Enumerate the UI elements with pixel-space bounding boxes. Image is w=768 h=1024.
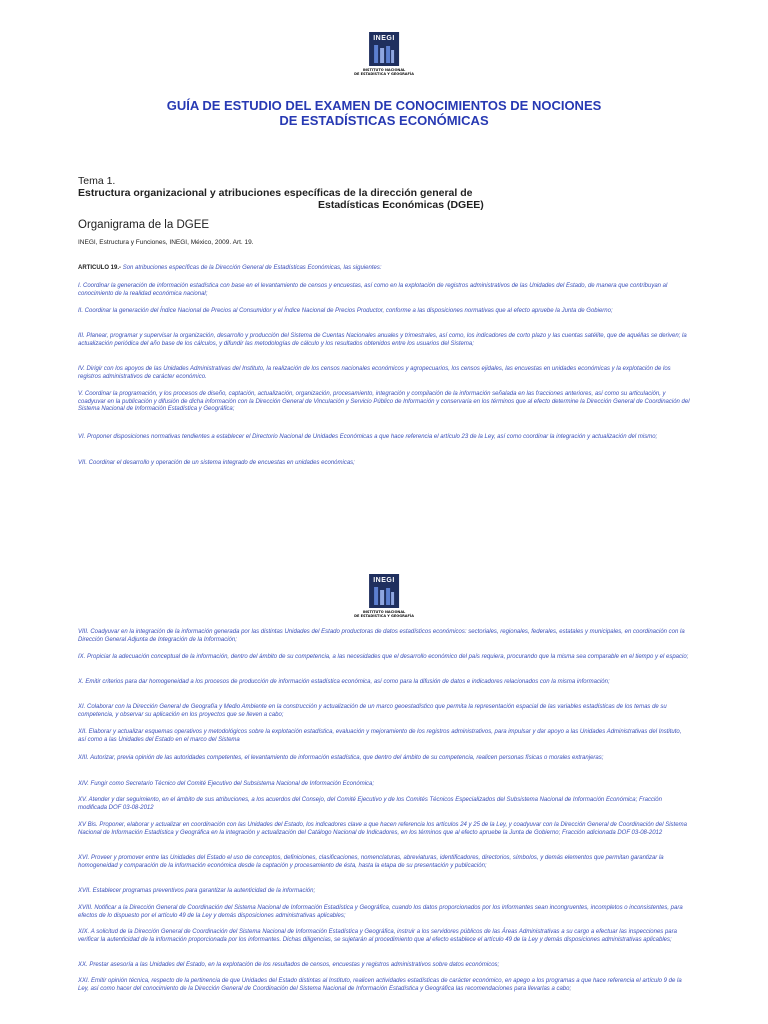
article-intro — [78, 265, 382, 271]
list-item: II. Coordinar la generación del Índice Nacional de Precios al Consumidor y el Índice Nacional de Precios Productor, conforme a las disposiciones normativas que al efecto apruebe la Junta de Gobierno; — [78, 308, 613, 314]
logo-emblem-icon — [373, 44, 395, 64]
list-item: III. Planear, programar y supervisar la organización, desarrollo y producción del Sistema de Cuentas Nacionales anuales y trimestrales, así como, los indicadores de corto plazo y las cuentas satélite, que de aquéllas se deriven; la actualización periódica del año base de los cálculos, y difundir las metodologías de cálculo y los resultados obtenidos entre los usuarios del Sistema; — [78, 333, 687, 347]
list-item: VIII. Coadyuvar en la integración de la información generada por las distintas Unidades del Estado productoras de datos estadísticos económicos: sectoriales, regionales, federales, estatales y municipales, en coordinación con la Dirección General Adjunta de Integración de la Información; — [78, 629, 685, 643]
reference-citation: INEGI, Estructura y Funciones, INEGI, México, 2009. Art. 19. — [78, 239, 254, 246]
list-item: X. Emitir criterios para dar homogeneidad a los procesos de producción de información estadística económica, así como para la difusión de datos e indicadores relacionados con la misma información; — [78, 679, 610, 685]
list-item: XV. Atender y dar seguimiento, en el ámbito de sus atribuciones, a los acuerdos del Consejo, del Comité Ejecutivo y de los Comités Técnicos Especializados del Subsistema Nacional de Información Económica; Fracción modificada DOF 03-08-2012 — [78, 797, 662, 811]
logo-name: INEGI — [373, 35, 395, 42]
tema-title-line-2: Estadísticas Económicas (DGEE) — [318, 199, 484, 211]
tema-label: Tema 1. — [78, 175, 116, 187]
list-item: XVIII. Notificar a la Dirección General de Coordinación del Sistema Nacional de Información Estadística y Geográfica, cuando los datos proporcionados por los informantes sean incongruentes, incompletos o inconsistentes, para efectos de lo dispuesto por el artículo 49 de la Ley y demás disposiciones administrativas aplicables; — [78, 905, 683, 919]
page-title — [0, 98, 768, 128]
list-item: IX. Propiciar la adecuación conceptual de la información, dentro del ámbito de su competencia, a las necesidades que el desarrollo económico del país requiera, procurando que la misma sea comparable en el tiempo y el espacio; — [78, 654, 689, 660]
logo-caption-1: INSTITUTO NACIONAL — [362, 610, 406, 614]
article-label: ARTICULO 19.- — [78, 265, 122, 271]
logo-emblem-icon — [373, 586, 395, 606]
list-item: XX. Prestar asesoría a las Unidades del Estado, en la explotación de los resultados de censos, encuestas y registros administrativos sobre datos económicos; — [78, 962, 500, 968]
list-item: XXI. Emitir opinión técnica, respecto de la pertinencia de que Unidades del Estado distintas al Instituto, realicen actividades estadísticas de carácter económico, en apego a los programas a que hace referencia el artículo 9 de la Ley, así como hacer del conocimiento de la Dirección General de Coordinación del Sistema Nacional de Información Estadística y Geográfica las recomendaciones para llevarlas a cabo; — [78, 978, 682, 992]
logo-caption-2: DE ESTADÍSTICA Y GEOGRAFÍA — [354, 72, 414, 76]
tema-title-line-1: Estructura organizacional y atribuciones específicas de la dirección general de — [78, 187, 473, 199]
list-item: XII. Elaborar y actualizar esquemas operativos y metodológicos sobre la explotación estadística, evaluación y mejoramiento de los registros administrativos, para impulsar y dar apoyo a las Unidades Administrativas del Instituto, así como a las Unidades del Estado en el marco del Sistema — [78, 729, 682, 743]
list-item: VII. Coordinar el desarrollo y operación de un sistema integrado de encuestas en unidades económicas; — [78, 460, 355, 466]
title-line-1: GUÍA DE ESTUDIO DEL EXAMEN DE CONOCIMIENTOS DE NOCIONES — [166, 98, 602, 113]
list-item: XI. Colaborar con la Dirección General de Geografía y Medio Ambiente en la construcción y actualización de un marco geoestadístico que permita la representación espacial de las variables estadísticas de los temas de su competencia, y observar su aplicación en los proyectos que se lleven a cabo; — [78, 704, 667, 718]
logo-caption-1: INSTITUTO NACIONAL — [362, 68, 406, 72]
list-item: I. Coordinar la generación de información estadística con base en el levantamiento de censos y encuestas, así como en la explotación de registros administrativos de las Unidades del Estado, de manera que contribuyan al conocimiento de la realidad económica nacional; — [78, 283, 668, 297]
logo-caption-2: DE ESTADÍSTICA Y GEOGRAFÍA — [354, 614, 414, 618]
list-item: XIX. A solicitud de la Dirección General de Coordinación del Sistema Nacional de Información Estadística y Geográfica, instruir a los servidores públicos de las Áreas Administrativas a su cargo a efectuar las inspecciones para verificar la autenticidad de la información proporcionada por los informantes. Dichas diligencias, se sujetarán al procedimiento que al efecto establece el artículo 49 de la Ley y demás disposiciones administrativas aplicables; — [78, 929, 677, 943]
list-item: XIV. Fungir como Secretario Técnico del Comité Ejecutivo del Subsistema Nacional de Información Económica; — [78, 781, 375, 787]
list-item: XVI. Proveer y promover entre las Unidades del Estado el uso de conceptos, definiciones, clasificaciones, nomenclaturas, abreviaturas, identificadores, directorios, símbolos, y demás elementos que permitan garantizar la homogeneidad y comparación de la información económica desde la captación y procesamiento de ésta, hasta la etapa de su presentación y publicación; — [78, 855, 664, 869]
list-item: VI. Proponer disposiciones normativas tendientes a establecer el Directorio Nacional de Unidades Económicas a que hace referencia el artículo 23 de la Ley, así como coordinar la integración y actualización del mismo; — [78, 434, 658, 440]
list-item: V. Coordinar la programación, y los procesos de diseño, captación, actualización, organización, procesamiento, integración y compilación de la información señalada en las fracciones anteriores, así como su articulación, y coadyuvar en la publicación y difusión de dicha información con la Dirección General de Vinculación y Servicio Público de Información y conservaria en los términos que al efecto determine la Dirección General de Coordinación del Sistema Nacional de Información Estadística y Geográfica; — [78, 391, 690, 412]
logo-name: INEGI — [373, 577, 395, 584]
inegi-logo-second — [354, 574, 414, 618]
organigrama-heading: Organigrama de la DGEE — [78, 219, 210, 231]
list-item: XV Bis. Proponer, elaborar y actualizar en coordinación con las Unidades del Estado, los indicadores clave a que hacen referencia los artículos 24 y 25 de la Ley, y coadyuvar con la Dirección General de Coordinación del Sistema Nacional de Información Estadística y Geográfica en la integración y actualización del Catálogo Nacional de Indicadores, en los términos que al efecto apruebe la Junta de Gobierno; Fracción adicionada DOF 03-08-2012 — [78, 822, 687, 836]
article-text: Son atribuciones específicas de la Dirección General de Estadísticas Económicas, las siguientes: — [122, 265, 382, 271]
list-item: XIII. Autorizar, previa opinión de las autoridades competentes, el levantamiento de información estadística, que dentro del ámbito de su competencia, realicen personas físicas o morales extranjeras; — [78, 755, 604, 761]
tema-title — [78, 187, 498, 211]
list-item: XVII. Establecer programas preventivos para garantizar la autenticidad de la información; — [78, 888, 316, 894]
inegi-logo-top — [354, 32, 414, 76]
list-item: IV. Dirigir con los apoyos de las Unidades Administrativas del Instituto, la realización de los censos nacionales económicos y agropecuarios, los censos ejidales, las encuestas en unidades económicas y la explotación de los registros administrativos de carácter económico. — [78, 366, 671, 380]
title-line-2: DE ESTADÍSTICAS ECONÓMICAS — [279, 113, 489, 128]
